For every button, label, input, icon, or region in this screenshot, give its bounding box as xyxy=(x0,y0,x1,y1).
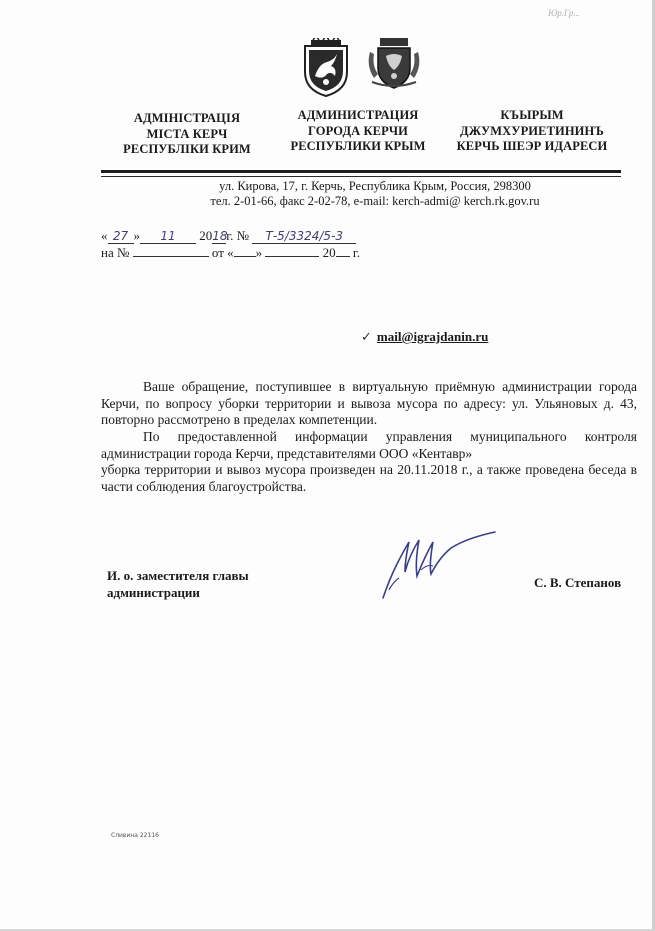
ref-year-prefix: 20 xyxy=(322,245,336,260)
header-divider-thin xyxy=(101,176,621,177)
contact-line: тел. 2-01-66, факс 2-02-78, e-mail: kerch-admi@ kerch.rk.gov.ru xyxy=(210,194,540,208)
executor-note: Сливина 22116 xyxy=(111,832,159,839)
ref-mid: » xyxy=(255,245,263,260)
ref-year-blank xyxy=(336,256,350,257)
checkmark-icon: ✓ xyxy=(361,329,372,344)
header-left-line3: РЕСПУБЛІКИ КРИМ xyxy=(123,142,251,156)
signatory-name: С. В. Степанов xyxy=(534,575,622,590)
header-crimean-tatar xyxy=(448,108,616,155)
signatory-title-line2: администрации xyxy=(107,585,200,600)
header-left-line1: АДМІНІСТРАЦІЯ xyxy=(133,111,241,125)
signatory-title-line1: И. о. заместителя главы xyxy=(107,568,249,583)
outgoing-date-number xyxy=(101,228,356,244)
ref-number-blank xyxy=(133,256,209,257)
address-line: ул. Кирова, 17, г. Керчь, Республика Крым, Россия, 298300 xyxy=(219,179,531,193)
ref-day-blank xyxy=(234,256,256,257)
date-g-no: г. № xyxy=(226,228,250,243)
date-year-prefix: 20 xyxy=(199,228,213,243)
date-month: 11 xyxy=(140,230,196,244)
date-close-quote: » xyxy=(133,228,140,243)
handwritten-signature xyxy=(375,520,505,607)
header-center-line1: АДМИНИСТРАЦИЯ xyxy=(297,108,419,122)
ref-prefix: на № xyxy=(101,245,130,260)
signatory-title xyxy=(107,567,249,601)
kerch-coat-of-arms-icon xyxy=(366,38,422,95)
header-right-line2: ДЖУМХУРИЕТИНИНЪ xyxy=(460,123,604,138)
outgoing-number: Т-5/3324/5-3 xyxy=(252,230,356,244)
header-divider-thick xyxy=(101,170,621,173)
body-paragraph-2-line1: По предоставленной информации управления муниципального контроля администрации города Керчи, представителями ООО «Кентавр» xyxy=(101,429,637,461)
ref-year-suffix: г. xyxy=(352,245,361,260)
body-paragraph-1: Ваше обращение, поступившее в виртуальную приёмную администрации города Керчи, по вопросу уборки территории и вывоза мусора по адресу: ул. Ульяновых д. 43, повторно рассмотрено в пределах компетенции. xyxy=(101,379,637,427)
ref-month-blank xyxy=(265,256,319,257)
header-center-line3: РЕСПУБЛИКИ КРЫМ xyxy=(290,139,426,153)
crimea-coat-of-arms-icon xyxy=(301,38,351,103)
date-open-quote: « xyxy=(101,228,108,243)
header-ukrainian xyxy=(112,111,262,158)
body-paragraph-2 xyxy=(101,429,637,495)
reference-line xyxy=(101,245,360,261)
recipient-email-address: mail@igrajdanin.ru xyxy=(376,329,489,344)
recipient-email xyxy=(361,329,488,345)
ref-from-label: от « xyxy=(211,245,234,260)
corner-handwritten-mark: Юр.Гр... xyxy=(548,8,581,18)
date-year-suffix: 18 xyxy=(212,229,228,243)
header-right-line1: КЪЫРЫМ xyxy=(500,108,564,122)
header-russian xyxy=(280,108,436,155)
date-day: 27 xyxy=(108,230,134,244)
header-left-line2: МІСТА КЕРЧ xyxy=(146,126,228,141)
header-center-line2: ГОРОДА КЕРЧИ xyxy=(308,123,408,138)
body-paragraph-2-line2: уборка территории и вывоз мусора произведен на 20.11.2018 г., а также проведена беседа в части соблюдения благоустройства. xyxy=(101,462,637,494)
header-right-line3: КЕРЧЬ ШЕЭР ИДАРЕСИ xyxy=(456,139,608,153)
